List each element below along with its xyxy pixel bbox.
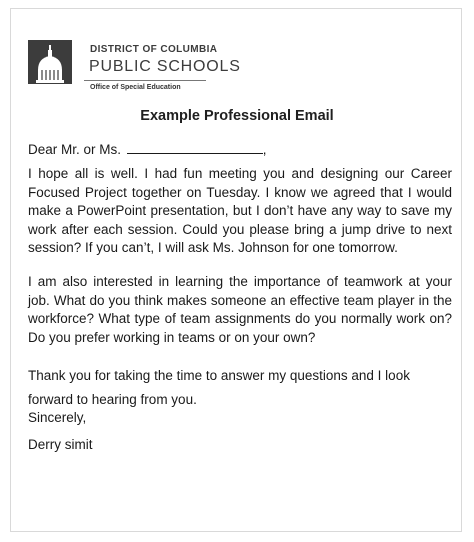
dcps-logo: [20, 40, 241, 96]
signature-name: Derry simit: [28, 437, 93, 452]
document-title: Example Professional Email: [140, 108, 334, 124]
org-name-line1: DISTRICT OF COLUMBIA: [90, 44, 218, 55]
name-blank-line: [127, 140, 263, 154]
logo-divider: [84, 80, 206, 81]
body-paragraph-1: I hope all is well. I had fun meeting you and designing our Career Focused Project together on Tuesday. I know we agreed that I would make a PowerPoint presentation, but I don’t have any way to save my work after each session. Could you please bring a jump drive to next session? If you can’t, I will ask Ms. Johnson for one tomorrow.: [28, 166, 452, 256]
greeting-text: Dear Mr. or Ms.: [28, 142, 122, 157]
greeting-comma: ,: [262, 142, 267, 157]
body-paragraph-2: I am also interested in learning the importance of teamwork at your job. What do you think makes someone an effective team player in the workforce? What type of team assignments do you normally work on? Do you prefer working in teams or on your own?: [28, 274, 452, 345]
capitol-dome-icon: [28, 40, 78, 84]
body-paragraph-3: Thank you for taking the time to answer my questions and I look forward to hearing from you.: [28, 368, 410, 407]
greeting-line: [28, 140, 267, 157]
office-name: Office of Special Education: [90, 84, 181, 91]
closing-line: Sincerely,: [28, 410, 87, 425]
org-name-line2: PUBLIC SCHOOLS: [89, 58, 241, 75]
